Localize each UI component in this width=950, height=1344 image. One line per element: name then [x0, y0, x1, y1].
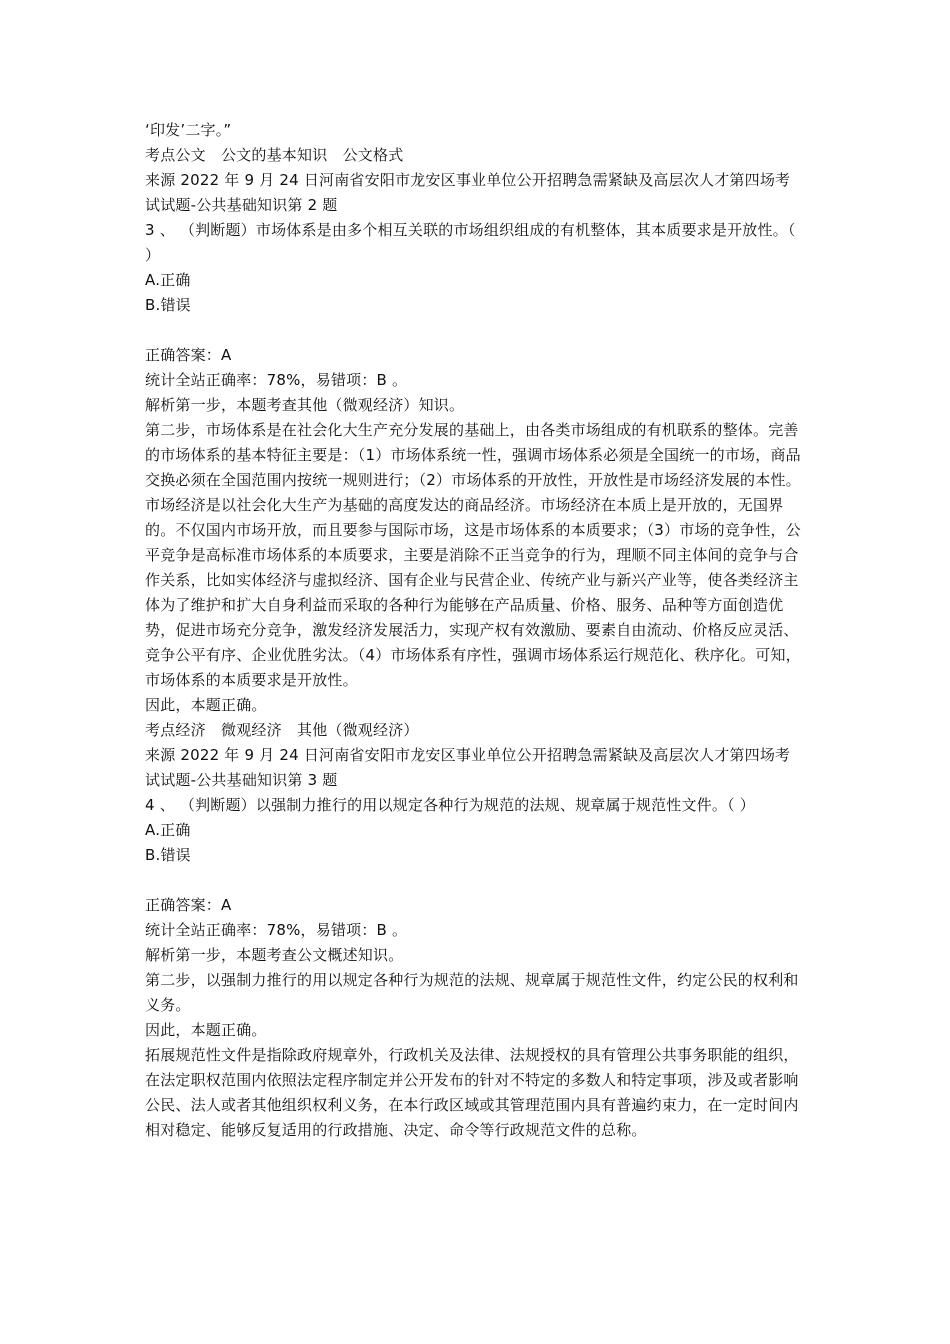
q3-kaodian: 考点经济 微观经济 其他（微观经济） [145, 721, 419, 739]
q4-question: 4 、 （判断题）以强制力推行的用以规定各种行为规范的法规、规章属于规范性文件。（ ） [145, 796, 755, 814]
q4-conclusion: 因此，本题正确。 [145, 1021, 267, 1039]
q4-analysis-step1: 解析第一步，本题考查公文概述知识。 [145, 946, 404, 964]
q3-analysis-step2: 第二步，市场体系是在社会化大生产充分发展的基础上，由各类市场组成的有机联系的整体。完善的市场体系的基本特征主要是：（1）市场体系统一性，强调市场体系必须是全国统一的市场，商品交换必须在全国范围内按统一规则进行；（2）市场体系的开放性，开放性是市场经济发展的本性。市场经济是以社会化大生产为基础的高度发达的商品经济。市场经济在本质上是开放的，无国界的。不仅国内市场开放，而且要参与国际市场，这是市场体系的本质要求；（3）市场的竞争性，公平竞争是高标准市场体系的本质要求，主要是消除不正当竞争的行为，理顺不同主体间的竞争与合作关系，比如实体经济与虚拟经济、国有企业与民营企业、传统产业与新兴产业等，使各类经济主体为了维护和扩大自身利益而采取的各种行为能够在产品质量、价格、服务、品种等方面创造优势，促进市场充分竞争，激发经济发展活力，实现产权有效激励、要素自由流动、价格反应灵活、竞争公平有序、企业优胜劣汰。（4）市场体系有序性，强调市场体系运行规范化、秩序化。可知，市场体系的本质要求是开放性。 [145, 421, 801, 689]
spacer [145, 868, 805, 893]
q4-answer: 正确答案：A [145, 896, 232, 914]
q3-option-b: B.错误 [145, 296, 191, 314]
q2-source: 来源 2022 年 9 月 24 日河南省安阳市龙安区事业单位公开招聘急需紧缺及高层次人才第四场考试试题-公共基础知识第 2 题 [145, 171, 791, 214]
q3-conclusion: 因此，本题正确。 [145, 696, 267, 714]
q4-analysis-step2: 第二步，以强制力推行的用以规定各种行为规范的法规、规章属于规范性文件，约定公民的权利和义务。 [145, 971, 799, 1014]
q4-option-a: A.正确 [145, 821, 191, 839]
q4-extension: 拓展规范性文件是指除政府规章外，行政机关及法律、法规授权的具有管理公共事务职能的组织，在法定职权范围内依照法定程序制定并公开发布的针对不特定的多数人和特定事项，涉及或者影响公民、法人或者其他组织权利义务，在本行政区域或其管理范围内具有普遍约束力，在一定时间内相对稳定、能够反复适用的行政措施、决定、命令等行政规范文件的总称。 [145, 1046, 799, 1139]
intro-line: ‘印发’二字。” [145, 121, 232, 139]
q4-option-b: B.错误 [145, 846, 191, 864]
q4-stats: 统计全站正确率：78%，易错项：B 。 [145, 921, 408, 939]
q2-kaodian: 考点公文 公文的基本知识 公文格式 [145, 146, 404, 164]
q3-option-a: A.正确 [145, 271, 191, 289]
q3-analysis-step1: 解析第一步，本题考查其他（微观经济）知识。 [145, 396, 465, 414]
spacer [145, 318, 805, 343]
q3-stats: 统计全站正确率：78%，易错项：B 。 [145, 371, 408, 389]
q3-answer: 正确答案：A [145, 346, 232, 364]
q3-source: 来源 2022 年 9 月 24 日河南省安阳市龙安区事业单位公开招聘急需紧缺及高层次人才第四场考试试题-公共基础知识第 3 题 [145, 746, 791, 789]
q3-question: 3 、 （判断题）市场体系是由多个相互关联的市场组织组成的有机整体，其本质要求是开放性。（ ） [145, 221, 796, 264]
document-page [145, 118, 805, 1143]
